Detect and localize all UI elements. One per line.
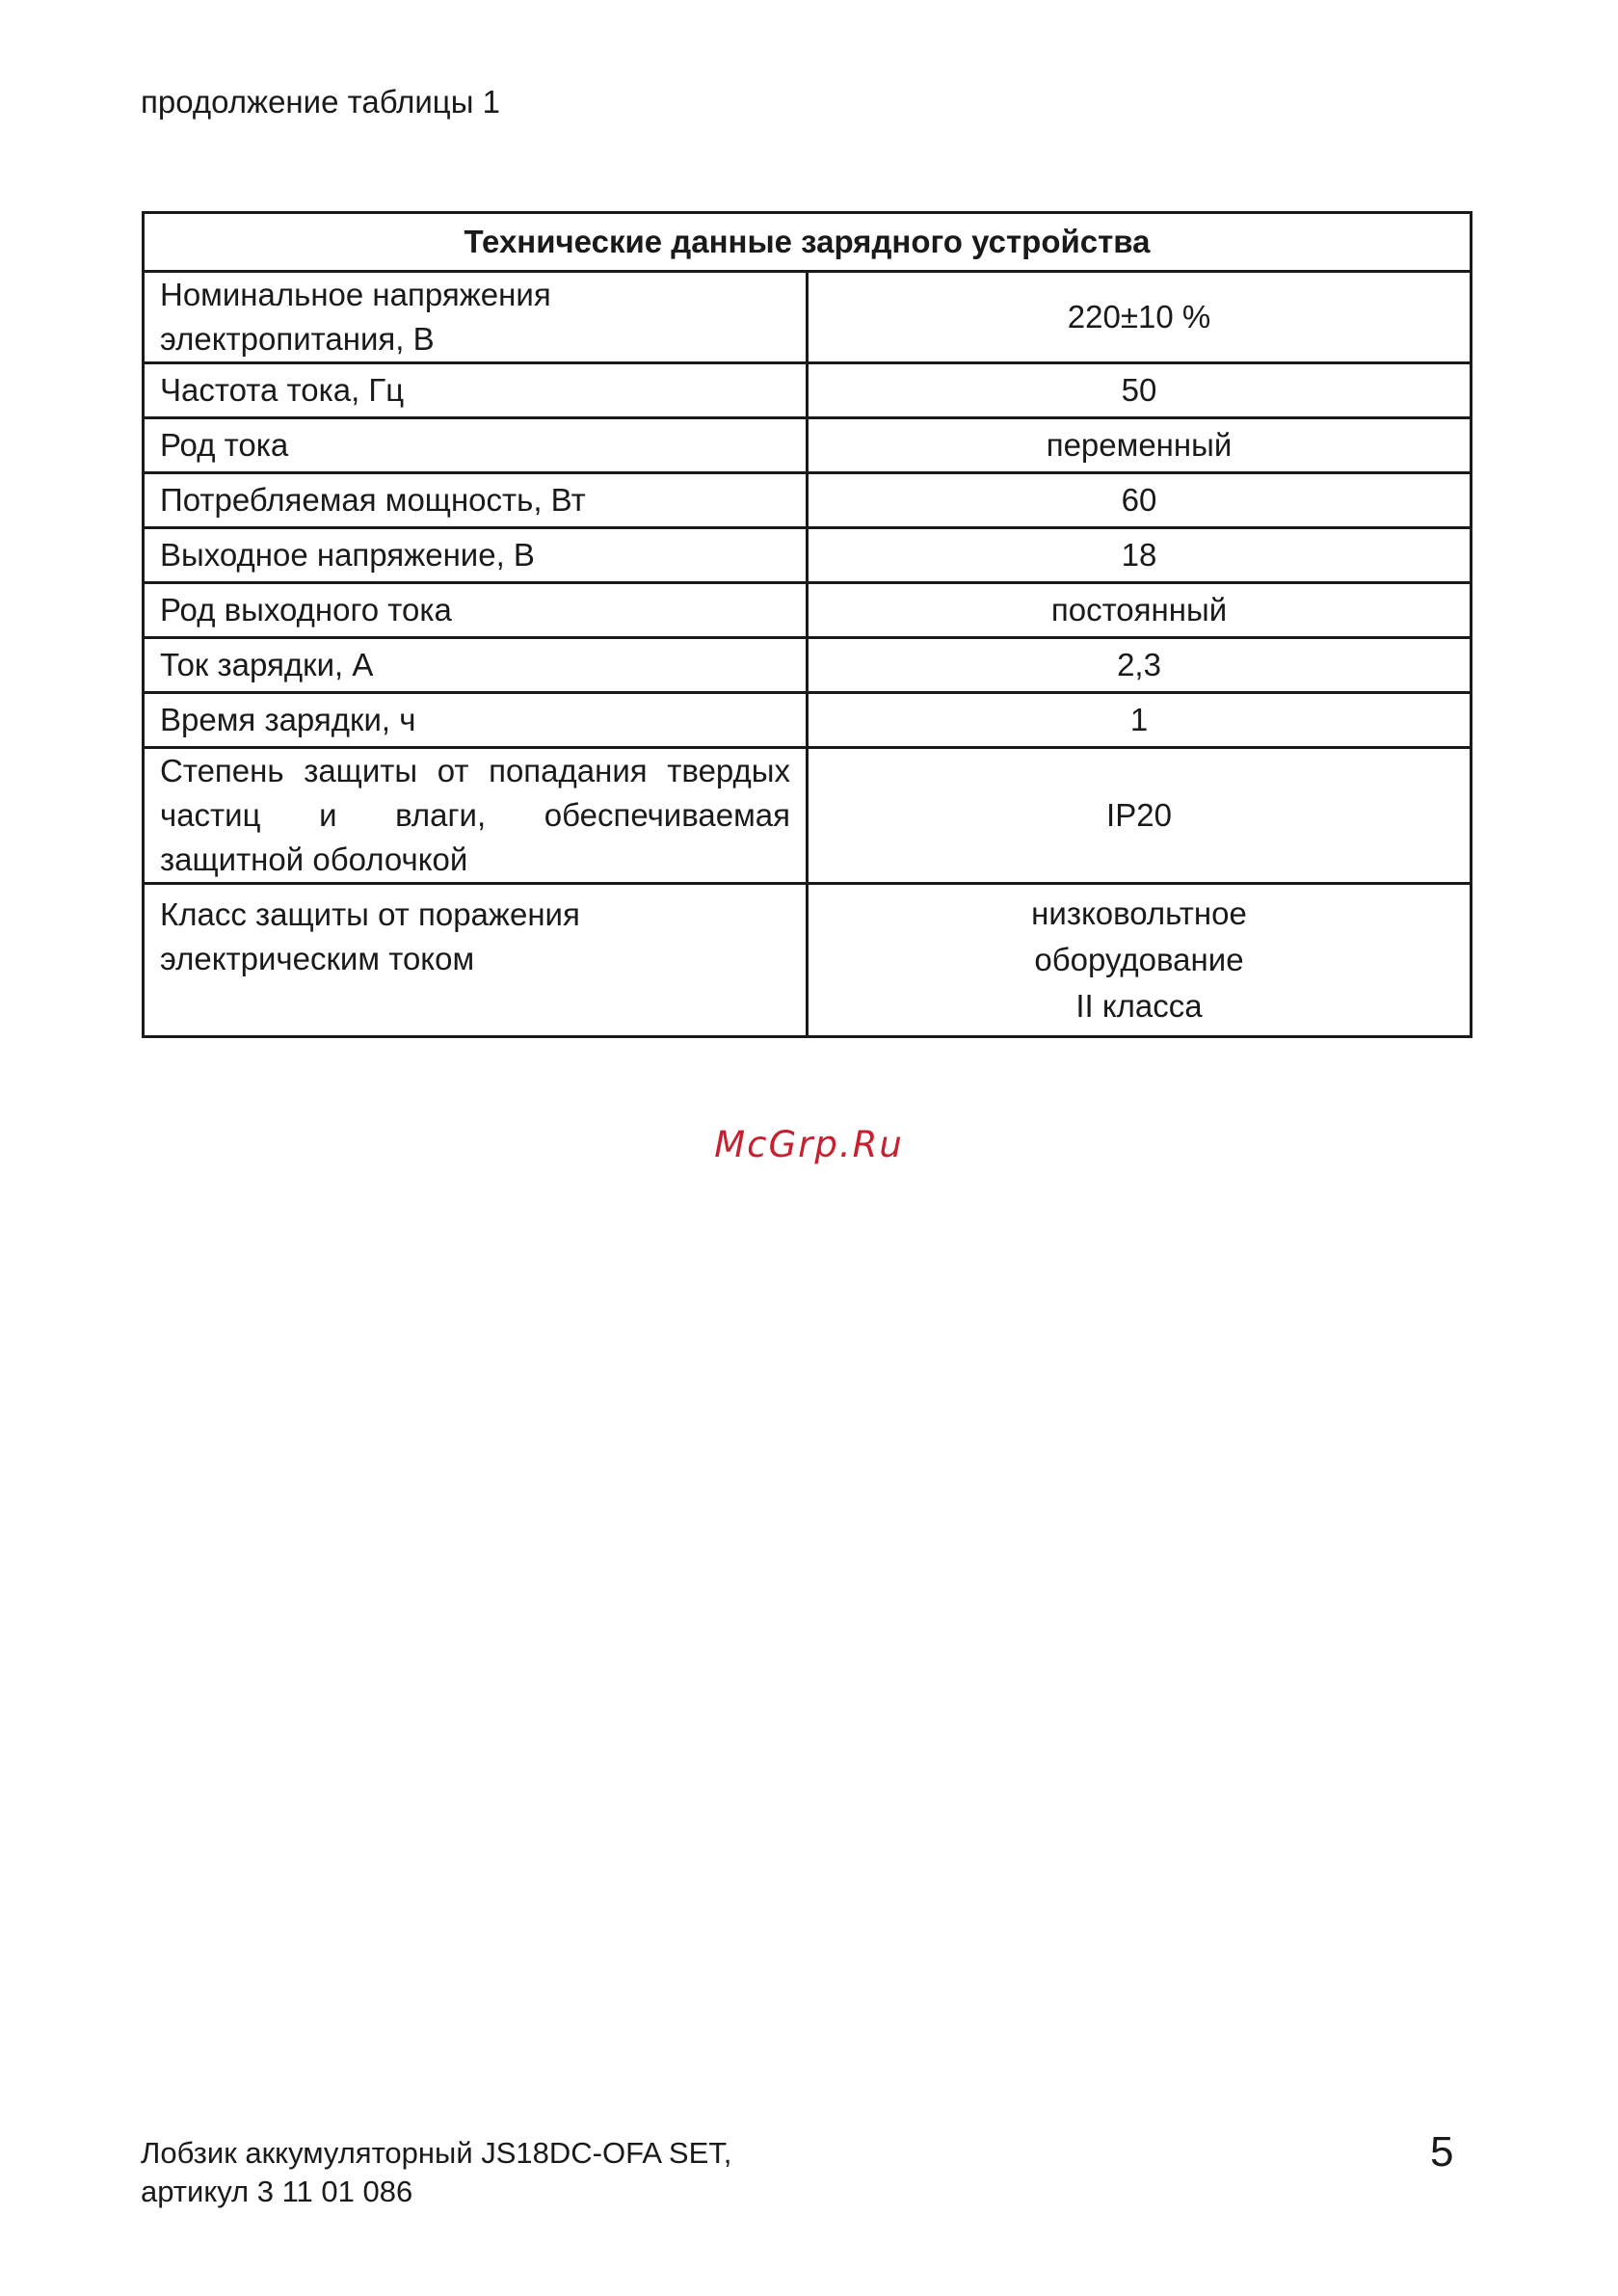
param-name: Время зарядки, ч: [144, 693, 808, 748]
table-row: [144, 583, 1472, 638]
param-value: 50: [808, 363, 1472, 418]
table-continuation-label: продолжение таблицы 1: [141, 84, 500, 120]
table-row: [144, 418, 1472, 473]
table-row: [144, 363, 1472, 418]
table-row: [144, 748, 1472, 884]
param-value-line: II класса: [1075, 988, 1203, 1024]
table-row: [144, 884, 1472, 1037]
param-value: 2,3: [808, 638, 1472, 693]
param-name: Род выходного тока: [144, 583, 808, 638]
param-name: Ток зарядки, А: [144, 638, 808, 693]
param-value: 220±10 %: [808, 272, 1472, 363]
table-row: [144, 638, 1472, 693]
footer-article-number: артикул 3 11 01 086: [141, 2175, 413, 2208]
table-row: [144, 473, 1472, 528]
param-value: переменный: [808, 418, 1472, 473]
page-number: 5: [1430, 2128, 1454, 2176]
param-name: Степень защиты от попадания твердых частиц и влаги, обеспечиваемая защитной оболочкой: [144, 748, 808, 884]
param-name: Выходное напряжение, В: [144, 528, 808, 583]
param-name: Частота тока, Гц: [144, 363, 808, 418]
param-name: Номинальное напряжения электропитания, В: [144, 272, 808, 363]
param-value: 18: [808, 528, 1472, 583]
param-name: Потребляемая мощность, Вт: [144, 473, 808, 528]
param-value: 60: [808, 473, 1472, 528]
footer-product-name: Лобзик аккумуляторный JS18DC-OFA SET,: [141, 2136, 732, 2170]
charger-specs-table: [142, 211, 1472, 1038]
param-value: IP20: [808, 748, 1472, 884]
table-title-row: [144, 213, 1472, 272]
table-row: [144, 693, 1472, 748]
param-value-line: низковольтное: [1031, 895, 1247, 931]
table-title: Технические данные зарядного устройства: [144, 213, 1472, 272]
param-value-line: оборудование: [1034, 942, 1244, 977]
footer-product-info: [141, 2134, 731, 2211]
param-value: 1: [808, 693, 1472, 748]
watermark-text: McGrp.Ru: [714, 1124, 904, 1165]
param-name: Класс защиты от поражения электрическим током: [144, 884, 808, 1037]
table-row: [144, 528, 1472, 583]
table-row: [144, 272, 1472, 363]
param-value: постоянный: [808, 583, 1472, 638]
param-name: Род тока: [144, 418, 808, 473]
param-value: [808, 884, 1472, 1037]
